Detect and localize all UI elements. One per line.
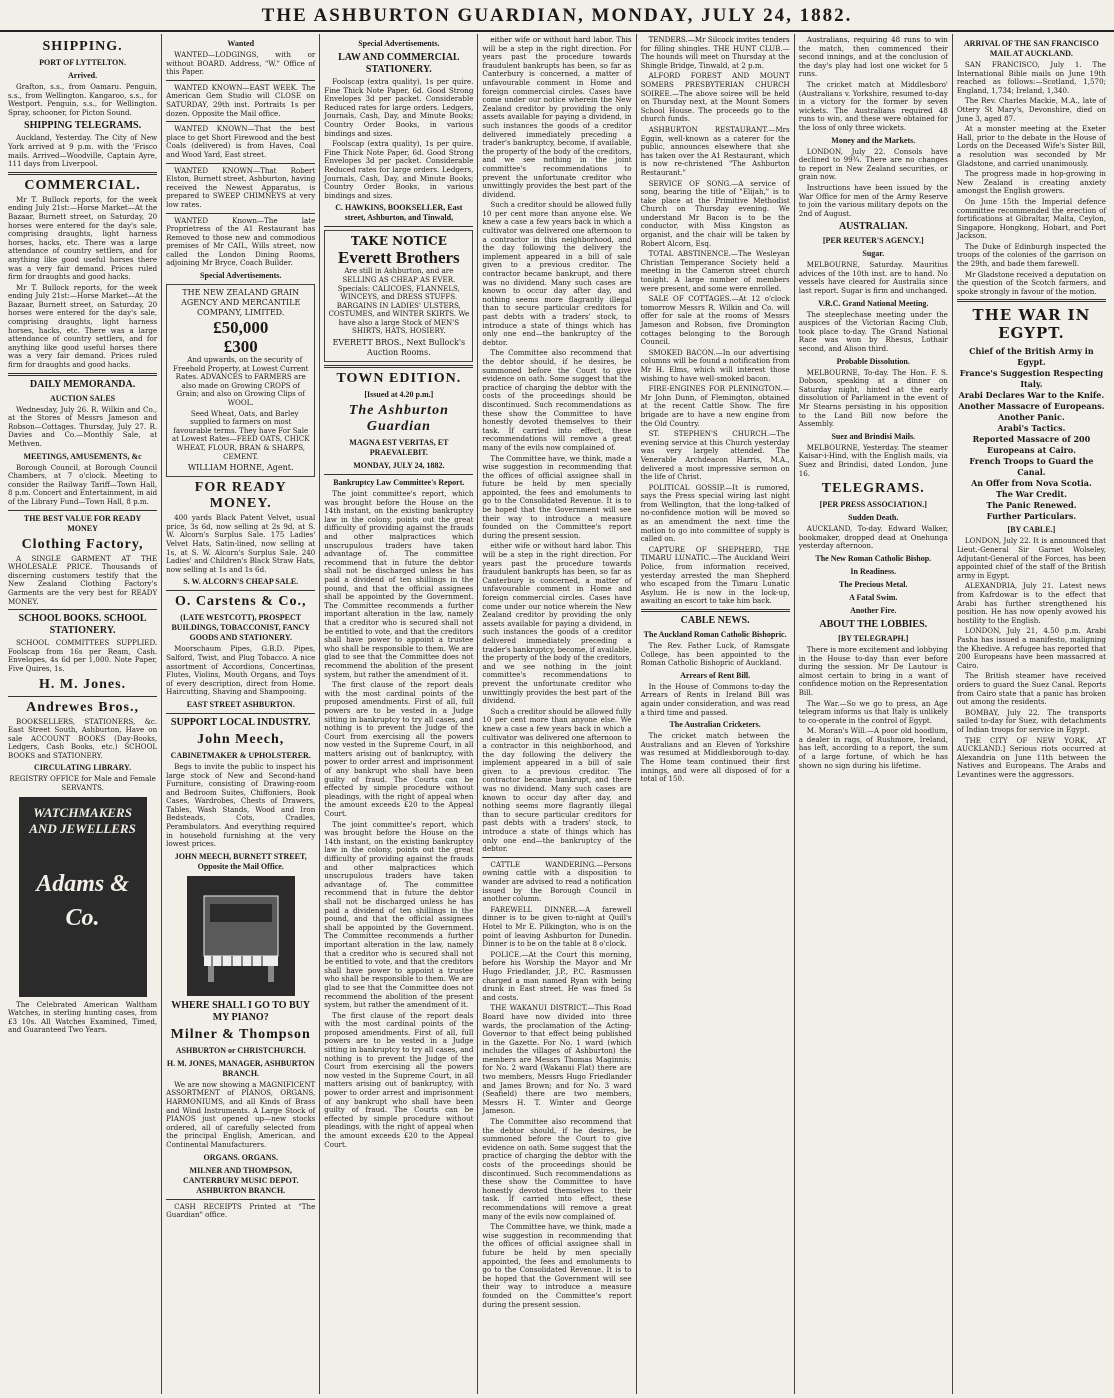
meech-text: Begs to invite the public to inspect his large stock of New and Second-hand Furniture, consisting of Drawing-room and Bedroom Suites, Chiffoniers, Book Cases, Wardrobes, Chests of Drawers, Tables, Wash Stands, Wood and Iron Bedsteads, Cots, Cradles, Perambulators. And everything required in household furnishing at the very lowest prices.: [166, 761, 316, 849]
arrival-text-1: SAN FRANCISCO, July 1. The International Bible mails on June 19th reached as follows:—Scotland, 1,570; England, 1,734; Ireland, 1,340.: [956, 60, 1106, 95]
lobbies-text: There is more excitement and lobbying in the House to-day than ever before during the session. Mr De Lautour is almost certain to bring in a want of confidence motion on the Representation Bill.: [798, 644, 948, 697]
milner-text: We are now showing a MAGNIFICENT ASSORTMENT of PIANOS, ORGANS, HARMONIUMS, and all Kinds of Brass and Wind Instruments. A Large Stock of PIANOS just opened up—new stocks ordered, all of carefully selected from the principal English, American, and Continental Manufacturers.: [166, 1079, 316, 1149]
war-text-3: LONDON, July 21, 4.50 p.m. Arabi Pasha has issued a manifesto, maligning the Khedive. A refugee has reported that 200 Europeans have been massacred at Cairo.: [956, 626, 1106, 670]
local-text-7: SMOKED BACON.—In our advertising columns will be found a notification from Mr H. Elms, which will interest those wishing to have well-smoked bacon.: [640, 347, 790, 383]
sugar-heading: Sugar.: [862, 249, 885, 259]
divider: [324, 365, 473, 368]
shipping-heading: SHIPPING.: [42, 39, 123, 54]
cattle-text: CATTLE WANDERING.—Persons owning cattle with a disposition to wander are advised to read a notification issued by the Borough Council in another column.: [482, 859, 632, 904]
war-sub-1: Chief of the British Army in Egypt.: [969, 346, 1094, 368]
jones-agent: H. M. JONES, MANAGER, ASHBURTON BRANCH.: [166, 1058, 315, 1078]
moran-text: M. Moran's Will.—A poor old hoodlum, a dealer in rags, of Rushmore, Ireland, has left, according to a report, the sum of a large fortune, of which he has shown no sign during his lifetime.: [798, 726, 948, 770]
war-text-2: ALEXANDRIA, July 21. Latest news from Kafrdowar is to the effect that Arabi has further strengthened his position. He has now openly avowed his hostility to the English.: [956, 581, 1106, 625]
carstens-sub: (LATE WESTCOTT), PROSPECT BUILDINGS, TOBACCONIST, FANCY GOODS AND STATIONERY.: [171, 613, 310, 643]
registry-text: REGISTRY OFFICE for Male and Female SERVANTS.: [9, 774, 156, 793]
war-text-1: LONDON, July 22. It is announced that Lieut.-General Sir Garnet Wolseley, Adjutant-General of the Forces, has been appointed chief of the staff of the British army in Egypt.: [956, 536, 1106, 580]
vrc-heading: V.R.C. Grand National Meeting.: [818, 298, 929, 308]
everett-sign: EVERETT BROS., Next Bullock's Auction Rooms.: [332, 338, 466, 358]
arrival-text-3: At a monster meeting at the Exeter Hall, prior to the debate in the House of Lords on the Deceased Wife's Sister Bill, a resolution was seconded by Mr Gladstone, and carried unanimously.: [956, 124, 1106, 168]
masthead: [0, 0, 1114, 32]
port-heading: PORT OF LYTTELTON.: [39, 58, 126, 67]
war-sub-4: Another Massacre of Europeans.: [958, 401, 1105, 412]
newspaper-title: THE ASHBURTON GUARDIAN, MONDAY, JULY 24, 1882.: [261, 5, 853, 26]
leader-text-8: The Committee have, we think, made a wise suggestion in recommending that the offices of official assignee shall in future be held by men specially appointed, the fees and emoluments to go to the Consolidated Revenue. It is to be hoped that the Government will see their way to introduce a measure founded on the Committee's report during the present session.: [482, 1222, 632, 1309]
local-text-2: ALFORD FOREST AND MOUNT SOMERS PRESBYTERIAN CHURCH SOIREE.—The above soiree will be held on Thursday next, at the Mount Somers School House. The proceeds go to the church funds.: [640, 71, 790, 124]
divider: [482, 857, 631, 858]
leader-text-6: Such a creditor should be allowed fully 10 per cent more than anyone else. We knew a case a few years back in which a cultivator was delivered one afternoon to a contractor in this neighborhood, and the day following the delivery the implement appeared in a bill of sale given to a previous creditor. The contractor became bankrupt, and there was no dividend. Many such cases are known to occur day after day, and nothing seems more flagrantly illegal than to secure particular creditors for past debts with a traders' stock, to introduce a state of things which has only one end—the bankruptcy of the debtor.: [482, 706, 632, 854]
circulating-heading: CIRCULATING LIBRARY.: [34, 763, 132, 773]
date-line: MONDAY, JULY 24, 1882.: [353, 461, 445, 471]
everett-advert: [324, 230, 473, 362]
cash-receipts-text: CASH RECEIPTS Printed at "The Guardian" office.: [166, 1201, 316, 1220]
sudden-heading: Sudden Death.: [848, 513, 899, 523]
war-sub-3: Arabi Declares War to the Knife.: [958, 390, 1105, 401]
arrival-text-2: The Rev. Charles Mackie, M.A., late of Ottery St Mary's, Devonshire, died on June 3, aged 87.: [956, 96, 1106, 123]
column-7: [953, 34, 1110, 1394]
special-heading: Special Advertisements.: [358, 39, 440, 48]
meetings-heading: MEETINGS, AMUSEMENTS, &c: [23, 451, 142, 461]
clothing-text: A SINGLE GARMENT AT THE WHOLESALE PRICE. Thousands of discerning customers testify that the New Zealand Clothing Factory's Garments are the very best for READY MONEY.: [8, 553, 158, 606]
law-heading: LAW AND COMMERCIAL STATIONERY.: [338, 52, 460, 75]
column-6: [795, 34, 953, 1394]
war-sub-5: Another Panic.: [998, 412, 1065, 423]
divider: [957, 299, 1106, 302]
telegrams-heading: SHIPPING TELEGRAMS.: [24, 120, 142, 132]
war-office-text: Instructions have been issued by the War Office for men of the Army Reserve to join the various military depots on the 2nd of August.: [798, 182, 948, 218]
nz-grain-text-2: Seed Wheat, Oats, and Barley supplied to farmers on most favourable terms. They have For Sale at Lowest Rates—FEED OATS, CHICK WHEAT, FLOUR, BRAN & SHARPS, CEMENT.: [171, 408, 310, 461]
police-text: POLICE.—At the Court this morning, before his Worship the Mayor and Mr Hugo Friedlander, J.P., P.C. Rasmussen charged a man named Ryan with being drunk in East street. He was fined 5s and costs.: [482, 949, 632, 1002]
local-text-3: ASHBURTON RESTAURANT.—Mrs Eggin, well-known as a caterer for the public, announces elsewhere that she has taken over the A1 Restaurant, which is now re-christened "The Ashburton Restaurant.": [640, 124, 790, 177]
divider: [166, 1199, 315, 1200]
lend-amount: £50,000: [213, 318, 269, 338]
divider: [324, 474, 473, 475]
law-text: Foolscap (extra quality), 1s per quire. Fine Thick Note Paper, 6d. Good Strong Envelopes 3d per packet. Considerable Reduced rates for large orders. Ledgers, Journals, Cash, Day, and Minute Books; Country Order Books, in various bindings and sizes.: [324, 77, 474, 138]
waltham-text: The Celebrated American Waltham Watches, in sterling hunting cases, from £3 10s. All Watches Examined, Timed, and Guaranteed Two Years.: [8, 999, 158, 1035]
guardian-nameplate: The Ashburton Guardian: [348, 403, 449, 435]
milner-heading: Milner & Thompson: [170, 1026, 311, 1042]
cricket-text-1: Australians, requiring 48 runs to win the match, then commenced their second innings, and at the conclusion of the day's play had lost one wicket for 5 runs.: [798, 35, 948, 79]
column-2: [162, 34, 320, 1394]
horne-sign: WILLIAM HORNE, Agent.: [187, 463, 294, 473]
war-sub-2: France's Suggestion Respecting Italy.: [959, 368, 1104, 390]
money-text: LONDON, July 22. Consols have declined to 99¾. There are no changes to report in New Zealand securities, or grain now.: [798, 146, 948, 182]
memoranda-heading: DAILY MEMORANDA.: [29, 378, 136, 390]
commercial-heading: COMMERCIAL.: [24, 177, 141, 193]
auction-text: Wednesday, July 26. R. Wilkin and Co., at the Stores of Messrs Jameson and Robson—Cottages. Thursday, July 27. R. Davies and Co.—Monthly Sale, at Methven.: [8, 404, 158, 448]
fatal-heading: A Fatal Swim.: [849, 592, 898, 602]
telegrams-heading: TELEGRAMS.: [821, 481, 925, 497]
auckland-text: The Rev. Father Luck, of Ramsgate College, has been appointed to the Roman Catholic Bishopric of Auckland.: [640, 641, 790, 668]
war-text-6: THE CITY OF NEW YORK, AT AUCKLAND.] Serious riots occurred at Alexandria on June 11th between the Natives and Europeans. The Arabs and Levantines were the aggressors.: [956, 735, 1106, 779]
cricketers-text: The cricket match between the Australians and an Eleven of Yorkshire was resumed at Middlesborough to-day. The Home team continued their first innings, and were all disposed of for a total of 150.: [640, 731, 790, 784]
auckland-heading: The Auckland Roman Catholic Bishopric.: [643, 630, 787, 639]
divider: [8, 609, 157, 610]
rent-heading: Arrears of Rent Bill.: [680, 670, 751, 680]
nz-grain-advert: [166, 284, 315, 477]
bankruptcy-text-2: The first clause of the report deals with the most cardinal points of the proposed amendments. First of all, full powers are to be vested in a Judge sitting in bankruptcy to try all cases, and nothing is to prevent the Judge of the Court from exercising all the powers now vested in the Supreme Court, in all matters arising out of bankruptcy, with power to order arrest and imprisonment of any bankrupt who shall have been guilty of fraud. The Courts can be effected by simple procedure without pleadings, with the right of appeal when the amount exceeds £20 to the Appeal Court.: [324, 680, 474, 819]
where-heading: WHERE SHALL I GO TO BUY MY PIANO?: [171, 999, 311, 1023]
commercial-text: Mr T. Bullock reports, for the week ending July 21st:—Horse Market—At the Bazaar, Burnett street, on Saturday, 20 horses were entered for the day's sale, comprising draughts, light harness horses, hacks, etc. There was a large attendance of country settlers, and for anything like good useful horses there was a very fair demand. Prices ruled firm for draughts and good hacks.: [8, 194, 158, 282]
war-heading: THE WAR IN EGYPT.: [972, 306, 1091, 343]
farewell-text: FAREWELL DINNER.—A farewell dinner is to be given to-night at Quill's Hotel to Mr E. Pilkington, who is on the point of leaving Ashburton for Dunedin. Dinner is to be on the table at 8 o'clock.: [482, 904, 632, 949]
clothing-heading: Clothing Factory,: [21, 536, 144, 552]
support-heading: SUPPORT LOCAL INDUSTRY.: [170, 716, 311, 728]
wakanui-text: THE WAKANUI DISTRICT.—This Road Board have now divided into three wards, the proclamation of the Acting-Governor to that effect being published in the Gazette. For No. 1 ward (which includes the villages of Ashburton) the members are Messrs Thomas Maginnis; for No. 2 ward (Wakanui Flat) there are two members, Messrs Hugo Friedlander and James Brown; and for No. 3 ward (Seafield) there are two members, Messrs H. T. Winter and George Jameson.: [482, 1003, 632, 1116]
piano-icon: [196, 886, 286, 986]
bankruptcy-text-3: The joint committee's report, which was brought before the House on the 14th instant, on the existing bankruptcy law in the colony, points out the great difficulty of providing against the frauds and other malpractices which unscrupulous traders have taken advantage of. The committee recommend that in future the debtor shall not be discharged unless he has paid a dividend of ten shillings in the pound, and that the official assignees shall be appointed by the Government. The Committee recommends a further important alteration in the law, namely that a creditor who is secured shall not be entitled to vote, and that the creditors shall have power to appoint a trustee who shall be responsible to them. We are glad to see that the Committee does not recommend the abolition of the present system, but rather the amendment of it.: [324, 819, 474, 1010]
shipping-text: Grafton, s.s., from Oamaru. Penguin, s.s., from Wellington. Kangaroo, s.s., for Westport. Penguin, s.s., for Wellington. Spray, schooner, for Picton Sound.: [8, 82, 158, 117]
organs-heading: ORGANS. ORGANS.: [203, 1152, 278, 1162]
war-note-text: The War.—So we go to press, an Age telegram informs us that Italy is unlikely to co-operate in the control of Egypt.: [798, 698, 948, 725]
leader-text-4: The Committee have, we think, made a wise suggestion in recommending that the offices of official assignee shall in future be held by men specially appointed, the fees and emoluments to go to the Consolidated Revenue. It is to be hoped that the Government will see their way to introduce a measure founded on the Committee's report during the present session.: [482, 453, 632, 540]
divider: [641, 609, 790, 612]
column-1: [4, 34, 162, 1394]
suez-text: MELBOURNE, Yesterday. The steamer Kaisar-i-Hind, with the English mails, via Suez and Brindisi, dated London, June 16.: [798, 442, 948, 478]
piano-illustration: [187, 876, 295, 996]
nz-grain-title: THE NEW ZEALAND GRAIN AGENCY AND MERCANTILE COMPANY, LIMITED.: [181, 288, 301, 318]
town-edition-sub: [Issued at 4.20 p.m.]: [364, 390, 434, 400]
war-text-4: The British steamer have received orders to guard the Suez Canal. Reports from Cairo state that a panic has broken out among the residents.: [956, 671, 1106, 707]
cricketers-heading: The Australian Cricketers.: [669, 720, 761, 730]
local-text-1: TENDERS.—Mr Silcock invites tenders for filling shingles. THE HUNT CLUB.—The hounds will meet on Thursday at the Shingle Bridge, Tinwald, at 2 p.m.: [640, 35, 790, 70]
meech-heading: John Meech,: [197, 731, 285, 747]
watchmakers-heading: WATCHMAKERS AND JEWELLERS: [29, 804, 136, 836]
lobbies-sub: [BY TELEGRAPH.]: [838, 633, 909, 643]
sudden-text: AUCKLAND, To-day. Edward Walker, bookmaker, dropped dead at Onehunga yesterday afternoon.: [798, 524, 948, 551]
motto: MAGNA EST VERITAS, ET PRAEVALEBIT.: [349, 438, 449, 458]
local-text-5: TOTAL ABSTINENCE.—The Wesleyan Christian Temperance Society held a meeting in the Cameron street church tonight. A large number of members were present, and some were enrolled.: [640, 249, 790, 293]
wanted-text-4: WANTED KNOWN—That Robert Elston, Burnett street, Ashburton, having received the Newest Apparatus, is prepared to SWEEP CHIMNEYS at very low rates.: [166, 165, 316, 209]
divider: [8, 696, 157, 697]
divider: [8, 373, 157, 376]
leader-text-3: The Committee also recommend that the debtor should, if he desires, be summoned before the Court to give evidence on oath. Some suggest that the practice of charging the debtor with the costs of the proceedings should be discontinued. Such recommendations as these show the Committee to have honestly devoted themselves to their task. If carried into effect, these recommendations will remove a great many of the evils now complained of.: [482, 348, 632, 452]
australian-heading: AUSTRALIAN.: [838, 221, 908, 233]
arrival-text-7: Mr Gladstone received a deputation on the question of the Scotch farmers, and spoke strongly in favour of the motion.: [956, 269, 1106, 296]
divider: [166, 213, 315, 214]
andrewes-text: BOOKSELLERS, STATIONERS, &c. East Street South, Ashburton, Have on sale ACCOUNT BOOKS (Day-Books, Ledgers, Cash Books, etc.) SCHOOL BOOKS and STATIONERY.: [8, 716, 158, 760]
local-text-6: SALE OF COTTAGES.—At 12 o'clock tomorrow Messrs R. Wilkin and Co. will offer for sale at the rooms of Messrs Jameson and Robson, five Dromington cottages belonging to the Borough Council.: [640, 294, 790, 347]
cricket-text-2: The cricket match at Middlesboro' (Australians v. Yorkshire, resumed to-day in a victory for the former by seven wickets. The Australians required 48 runs to win, and these were obtained for the loss of only three wickets.: [798, 79, 948, 132]
war-sub-12: Further Particulars.: [986, 511, 1077, 522]
page-columns: [4, 34, 1110, 1394]
war-sub-6: Arabi's Tactics.: [997, 423, 1066, 434]
leader-text-7: The Committee also recommend that the debtor should, if he desires, be summoned before the Court to give evidence on oath. Some suggest that the practice of charging the debtor with the costs of the proceedings should be discontinued. Such recommendations as these show the Committee to have honestly devoted themselves to their task. If carried into effect, these recommendations will remove a great many of the evils now complained of.: [482, 1117, 632, 1221]
column-3: [320, 34, 478, 1394]
money-heading: Money and the Markets.: [831, 135, 916, 145]
local-text-9: ST. STEPHEN'S CHURCH.—The evening service at this Church yesterday was very largely attended. The Venerable Archdeacon Harris, M.A., delivered a most impressive sermon on the life of Christ.: [640, 429, 790, 482]
war-sub-8: French Troops to Guard the Canal.: [969, 456, 1094, 478]
commercial-text-2: Mr T. Bullock reports, for the week ending July 21st:—Horse Market—At the Bazaar, Burnett street, on Saturday, 20 horses were entered for the day's sale, comprising draughts, light harness horses, hacks, etc. There was a large attendance of country settlers, and for anything like good useful horses there was a very fair demand. Prices ruled firm for draughts and good hacks.: [8, 282, 158, 370]
arrival-text-6: The Duke of Edinburgh inspected the troops of the colonies of the garrison on the 29th, and bade them farewell.: [956, 241, 1106, 269]
divider: [8, 172, 157, 175]
best-value-heading: THE BEST VALUE FOR READY MONEY: [23, 513, 142, 533]
school-text: SCHOOL COMMITTEES SUPPLIED. Foolscap from 16s per Ream, Cash. Envelopes, 4s 6d per 1,000. Note Paper, Five Quires, 1s.: [8, 638, 158, 673]
auction-heading: AUCTION SALES: [50, 393, 116, 403]
divider: [166, 121, 315, 122]
ready-money-text: 400 yards Black Patent Velvet, usual price, 3s 6d, now selling at 2s 9d, at S. W. Alcorn's Surplus Sale. 175 Ladies' Velvet Hats, Satin-lined, now selling at 1s, at S. W. Alcorn's Surplus Sale. 240 Ladies' and Children's Black Straw Hats, now selling at 1s and 1s 6d.: [166, 513, 316, 574]
everett-text: Are still in Ashburton, and are SELLING AS CHEAP AS EVER. Specials: CALICOES, FLANNELS, WINCEYS, and DRESS STUFFS. BARGAINS IN LADIES' ULSTERS, COSTUMES, and WINTER SKIRTS. We have also a large Stock of MEN'S SHIRTS, HATS, HOSIERY.: [328, 266, 470, 336]
sugar-text: MELBOURNE, Saturday. Mauritius advices of the 10th inst. are to hand. No vessels have cleared for Australia since last report. Sugar is firm and unchanged.: [798, 260, 948, 296]
column-4: [478, 34, 636, 1394]
arrival-heading: ARRIVAL OF THE SAN FRANCISCO MAIL AT AUCKLAND.: [963, 39, 1099, 58]
take-notice-heading: TAKE NOTICE: [350, 234, 447, 249]
war-sub-10: The War Credit.: [995, 489, 1067, 500]
milner-sub: ASHBURTON or CHRISTCHURCH.: [175, 1045, 306, 1055]
alcorn-sign: S. W. ALCORN'S CHEAP SALE.: [183, 577, 299, 587]
leader-text-5: either wife or without hard labor. This will be a step in the right direction. For years past the procedure towards fraudulent bankrupts has been, so far as Canterbury is concerned, a matter of unfavourable comment in Home and foreign commercial circles. Cases have come under our notice wherein the New Zealand creditor by providing the only assets available for paying a dividend, in such instances the goods of a creditor delivered immediately preceding a trader's bankruptcy, become, if available, the property of the body of the creditors, and we see nothing in the joint committee's recommendations to prevent the unfortunate creditor who unwittingly provides the best part of the dividend.: [482, 541, 632, 706]
bankruptcy-text-4: The first clause of the report deals with the most cardinal points of the proposed amendments. First of all, full powers are to be vested in a Judge sitting in bankruptcy to try all cases, and nothing is to prevent the Judge of the Court from exercising all the powers now vested in the Supreme Court, in all matters arising out of bankruptcy, with power to order arrest and imprisonment of any bankrupt who shall have been guilty of fraud. The Courts can be effected by simple procedure without pleadings, with the right of appeal when the amount exceeds £20 to the Appeal Court.: [324, 1010, 474, 1149]
local-text-8: FIRE-ENGINES FOR PLENINGTON.—Mr John Dunn, of Flemington, obtained at the recent Cattle Show. The fire brigade are to have a new engine from the Old Country.: [640, 384, 790, 428]
bankruptcy-text: The joint committee's report, which was brought before the House on the 14th instant, on the existing bankruptcy law in the colony, points out the great difficulty of providing against the frauds and other malpractices which unscrupulous traders have taken advantage of. The committee recommend that in future the debtor shall not be discharged unless he has paid a dividend of ten shillings in the pound, and that the official assignees shall be appointed by the Government. The Committee recommends a further important alteration in the law, namely that a creditor who is secured shall not be entitled to vote, and that the creditors shall have power to appoint a trustee who shall be responsible to them. We are glad to see that the Committee does not recommend the abolition of the present system, but rather the amendment of it.: [324, 489, 474, 679]
arrived-heading: Arrived.: [68, 71, 98, 80]
meetings-text: Borough Council, at Borough Council Chambers, at 7 o'clock. Meeting to consider the Railway Tariff—Town Hall, 8 p.m. Concert and Entertainment, in aid of the Library Fund—Town Hall, 8 p.m.: [8, 462, 158, 506]
local-text-4: SERVICE OF SONG.—A service of song, bearing the title of "Elijah," is to take place at the Primitive Methodist Church on Thursday evening. We understand Mr Bacon is to be the conductor, with Miss Kingston as organist, and the chair will be taken by Robert Alcorn, Esq.: [640, 178, 790, 248]
wanted-heading: Wanted: [227, 39, 255, 48]
probable-text: MELBOURNE, To-day. The Hon. F. S. Dobson, speaking at a dinner on Saturday night, hinted at the early dissolution of Parliament in the event of Mr Stearns persisting in his opposition to the Land Bill now before the Assembly.: [798, 367, 948, 429]
carstens-heading: O. Carstens & Co.,: [174, 594, 307, 610]
another-fire-heading: Another Fire.: [850, 605, 897, 615]
east-street: EAST STREET ASHBURTON.: [186, 699, 295, 709]
milner-bottom: MILNER AND THOMPSON, CANTERBURY MUSIC DEPOT. ASHBURTON BRANCH.: [182, 1165, 299, 1195]
war-text-5: BOMBAY, July 22. The transports sailed to-day for Suez, with detachments of Indian troops for service in Egypt.: [956, 707, 1106, 734]
lend-amount-2: £300: [223, 337, 258, 357]
andrewes-heading: Andrewes Bros.,: [26, 699, 140, 715]
nz-grain-text: And upwards, on the security of Freehold Property, at Lowest Current Rates. ADVANCES to FARMERS are also made on Growing CROPS of Grain; and also on Growing Clips of WOOL.: [173, 355, 309, 408]
town-edition-heading: TOWN EDITION.: [336, 371, 462, 387]
adams-logo: Adams & Co.: [36, 870, 129, 931]
special-heading: Special Advertisements.: [200, 271, 282, 281]
lobbies-heading: ABOUT THE LOBBIES.: [819, 618, 928, 630]
divider: [166, 590, 315, 591]
new-roman-heading: The New Roman Catholic Bishop.: [815, 553, 932, 563]
law-text-2: Foolscap (extra quality), 1s per quire. Fine Thick Note Paper, 6d. Good Strong Envelopes 3d per packet. Considerable Reduced rates for large orders. Ledgers, Journals, Cash, Day, and Minute Books; Country Order Books, in various bindings and sizes.: [324, 139, 474, 200]
school-heading: SCHOOL BOOKS. SCHOOL STATIONERY.: [18, 613, 147, 637]
press-line: [PER PRESS ASSOCIATION.]: [819, 500, 927, 510]
divider: [166, 163, 315, 164]
leader-text-2: Such a creditor should be allowed fully 10 per cent more than anyone else. We knew a case a few years back in which a cultivator was delivered one afternoon to a contractor in this neighborhood, and the day following the delivery the implement appeared in a bill of sale given to a previous creditor. The contractor became bankrupt, and there was no dividend. Many such cases are known to occur day after day, and nothing seems more flagrantly illegal than to secure particular creditors for past debts with a traders' stock, to introduce a state of things which has only one end—the bankruptcy of the debtor.: [482, 200, 632, 347]
telegrams-text: Auckland, Yesterday. The City of New York arrived at 9 p.m. with the 'Frisco mails. Arrived—Woodville, Captain Ayre, 111 days from Liverpool.: [8, 133, 158, 169]
rent-text: In the House of Commons to-day the Arrears of Rents in Ireland Bill was again under consideration, and was read a third time and passed.: [640, 681, 790, 717]
wanted-text-5: WANTED Known—The late Proprietress of the A1 Restaurant has Removed to those new and commodious premises of Mr CAIL, Wills street, now called the London Dining Rooms, adjoining Mr Bryce, Coach Builder.: [166, 215, 316, 268]
suez-heading: Suez and Brindisi Mails.: [831, 431, 916, 441]
wanted-text-3: WANTED KNOWN—That the best place to get Short Firewood and the best Coals (delivered) is from Haves, Coal and Wood Yard, East street.: [166, 124, 316, 159]
carstens-text: Moorschaum Pipes, G.B.D. Pipes, Salford, Twist, and Plug Tobacco. A nice assortment of Accordions, Concertinas, Flutes, Violins, Mouth Organs, and Toys of every description, direct from Home. Haircutting, Shaving and Shampooing.: [166, 644, 316, 697]
readiness-heading: In Readiness.: [850, 566, 897, 576]
meech-sub: CABINETMAKER & UPHOLSTERER.: [170, 750, 311, 760]
wanted-text-1: WANTED—LODGINGS, with or without BOARD. Address, "W." Office of this Paper.: [166, 50, 316, 77]
war-sub-9: An Offer from Nova Scotia.: [971, 478, 1092, 489]
jones-heading: H. M. Jones.: [39, 676, 127, 692]
cable-news-heading: CABLE NEWS.: [680, 615, 750, 626]
ready-money-heading: FOR READY MONEY.: [194, 480, 287, 512]
vrc-text: The steeplechase meeting under the auspices of the Victorian Racing Club, took place to-day. The Grand National Race was won by Rhesus, Lothair second, and Alison third.: [798, 309, 948, 354]
bankruptcy-heading: Bankruptcy Law Committee's Report.: [333, 478, 465, 488]
war-sub-11: The Panic Renewed.: [986, 500, 1077, 511]
arrival-text-5: On June 15th the Imperial defence committee recommended the erection of fortifications at Gibraltar, Malta, Ceylon, Singapore, Hongkong, Hobart, and Port Jackson.: [956, 196, 1106, 241]
agency-line: [PER REUTER'S AGENCY.]: [822, 236, 924, 246]
precious-heading: The Precious Metal.: [839, 579, 908, 589]
divider: [8, 510, 157, 511]
local-text-10: POLITICAL GOSSIP.—It is rumored, says the Press special wiring last night from Wellington, that the long-talked of no-confidence motion will be moved so as an amendment the next time the motion to go into committee of supply is called on.: [640, 482, 790, 544]
arrival-text-4: The progress made in hop-growing in New Zealand is creating anxiety amongst the English growers.: [956, 169, 1106, 196]
divider: [166, 713, 315, 714]
watchmakers-advert-graphic: [19, 797, 147, 997]
cable-line: [BY CABLE.]: [1007, 525, 1056, 535]
probable-heading: Probable Dissolution.: [836, 356, 910, 366]
leader-text-1: either wife or without hard labor. This will be a step in the right direction. For years past the procedure towards fraudulent bankrupts has been, so far as Canterbury is concerned, a matter of unfavourable comment in Home and foreign commercial circles. Cases have come under our notice wherein the New Zealand creditor by providing the only assets available for paying a dividend, in such instances the goods of a creditor delivered immediately preceding a trader's bankruptcy, become, if available, the property of the body of the creditors, and we see nothing in the joint committee's recommendations to prevent the unfortunate creditor who unwittingly provides the best part of the dividend.: [482, 35, 632, 199]
capture-text: CAPTURE OF SHEPHERD, THE TIMARU LUNATIC.—The Auckland Weiri Police, from information received, yesterday arrested the man Shepherd who escaped from the Timaru Lunatic Asylum. He is now in the lock-up, awaiting an escort to take him back.: [640, 544, 790, 606]
everett-heading: Everett Brothers: [338, 248, 460, 268]
hawkins-sign: C. HAWKINS, BOOKSELLER, East street, Ashburton, and Tinwald,: [335, 203, 463, 223]
divider: [324, 226, 473, 227]
divider: [166, 80, 315, 81]
meech-sign: JOHN MEECH, BURNETT STREET, Opposite the Mail Office.: [174, 851, 307, 871]
war-sub-7: Reported Massacre of 200 Europeans at Cairo.: [972, 434, 1091, 456]
column-5: [637, 34, 795, 1394]
wanted-text-2: WANTED KNOWN—EAST WEEK. The American Gem Studio will CLOSE on SATURDAY, 29th inst. Portraits 1s per dozen. Opposite the Mail office.: [166, 82, 316, 118]
